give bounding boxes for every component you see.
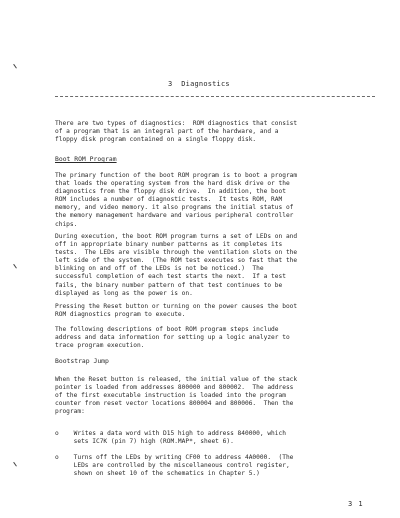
text-line: the memory management hardware and various peripheral controller [55,212,294,220]
text-line: trace program execution. [55,342,145,350]
chapter-title: 3 Diagnostics [168,80,230,88]
paragraph-reset [55,303,380,319]
text-line: During execution, the boot ROM program turns a set of LEDs on and [55,233,298,240]
text-line: off in appropriate binary number patterns as it completes its [55,241,283,249]
text-line: of the first executable instruction is loaded into the program [55,392,286,400]
text-line: When the Reset button is released, the initial value of the stack [55,376,298,383]
text-line: fails, the binary number pattern of that test continues to be [55,281,283,289]
text-line: The primary function of the boot ROM program is to boot a program [55,172,298,179]
text-line: The following descriptions of boot ROM program steps include [55,326,279,333]
text-line: left side of the system. (The ROM test executes so fast that the [55,257,298,265]
title-rule [55,96,375,97]
text-line: chips. [55,220,78,228]
text-line: ROM includes a number of diagnostic tests. It tests ROM, RAM [55,196,283,204]
text-line: diagnostics from the floppy disk drive. In addition, the boot [55,188,286,196]
text-line: address and data information for setting up a logic analyzer to [55,334,290,342]
text-line: o Turns off the LEDs by writing CF00 to address 4A0000. (The [55,454,294,461]
text-line: shown on sheet 10 of the schematics in Chapter 5.) [55,470,260,478]
text-line: counter from reset vector locations 800004 and 800006. Then the [55,400,294,408]
text-line: displayed as long as the power is on. [55,289,193,297]
text-line: o Writes a data word with D15 high to address 840000, which [55,430,286,437]
bullet-item-1 [55,430,380,446]
paragraph-led-execution [55,233,380,298]
scan-mark [13,260,22,268]
text-line: tests. The LEDs are visible through the ventilation slots on the [55,249,298,257]
text-line: memory, and video memory. it also programs the initial status of [55,204,294,212]
scan-mark [13,458,22,466]
text-line: floppy disk program contained on a single floppy disk. [55,136,257,144]
scan-mark [13,60,22,68]
text-line: pointer is loaded from addresses 800000 and 800002. The address [55,384,294,392]
text-line: ROM diagnostics program to execute. [55,311,186,319]
bullet-item-2 [55,454,380,478]
text-line: Pressing the Reset button or turning on the power causes the boot [55,303,298,310]
text-line: There are two types of diagnostics: ROM diagnostics that consist [55,120,298,127]
text-line: of a program that is an integral part of the hardware, and a [55,128,279,136]
text-line: successful completion of each test starts the next. If a test [55,273,286,281]
section-heading: Boot ROM Program [55,155,117,163]
paragraph-boot-rom [55,172,380,229]
text-line: program: [55,408,85,416]
intro-paragraph [55,120,380,144]
page-number: 3 1 [348,500,364,508]
text-line: blinking on and off of the LEDs is not be noticed.) The [55,265,264,273]
paragraph-bootstrap [55,376,380,416]
subsection-heading: Bootstrap Jump [55,357,109,365]
text-line: sets IC7K (pin 7) high (ROM.MAP*, sheet 6). [55,438,234,446]
text-line: that loads the operating system from the hard disk drive or the [55,180,290,188]
text-line: LEDs are controlled by the miscellaneous control register, [55,462,290,470]
paragraph-logic-analyzer [55,326,380,350]
